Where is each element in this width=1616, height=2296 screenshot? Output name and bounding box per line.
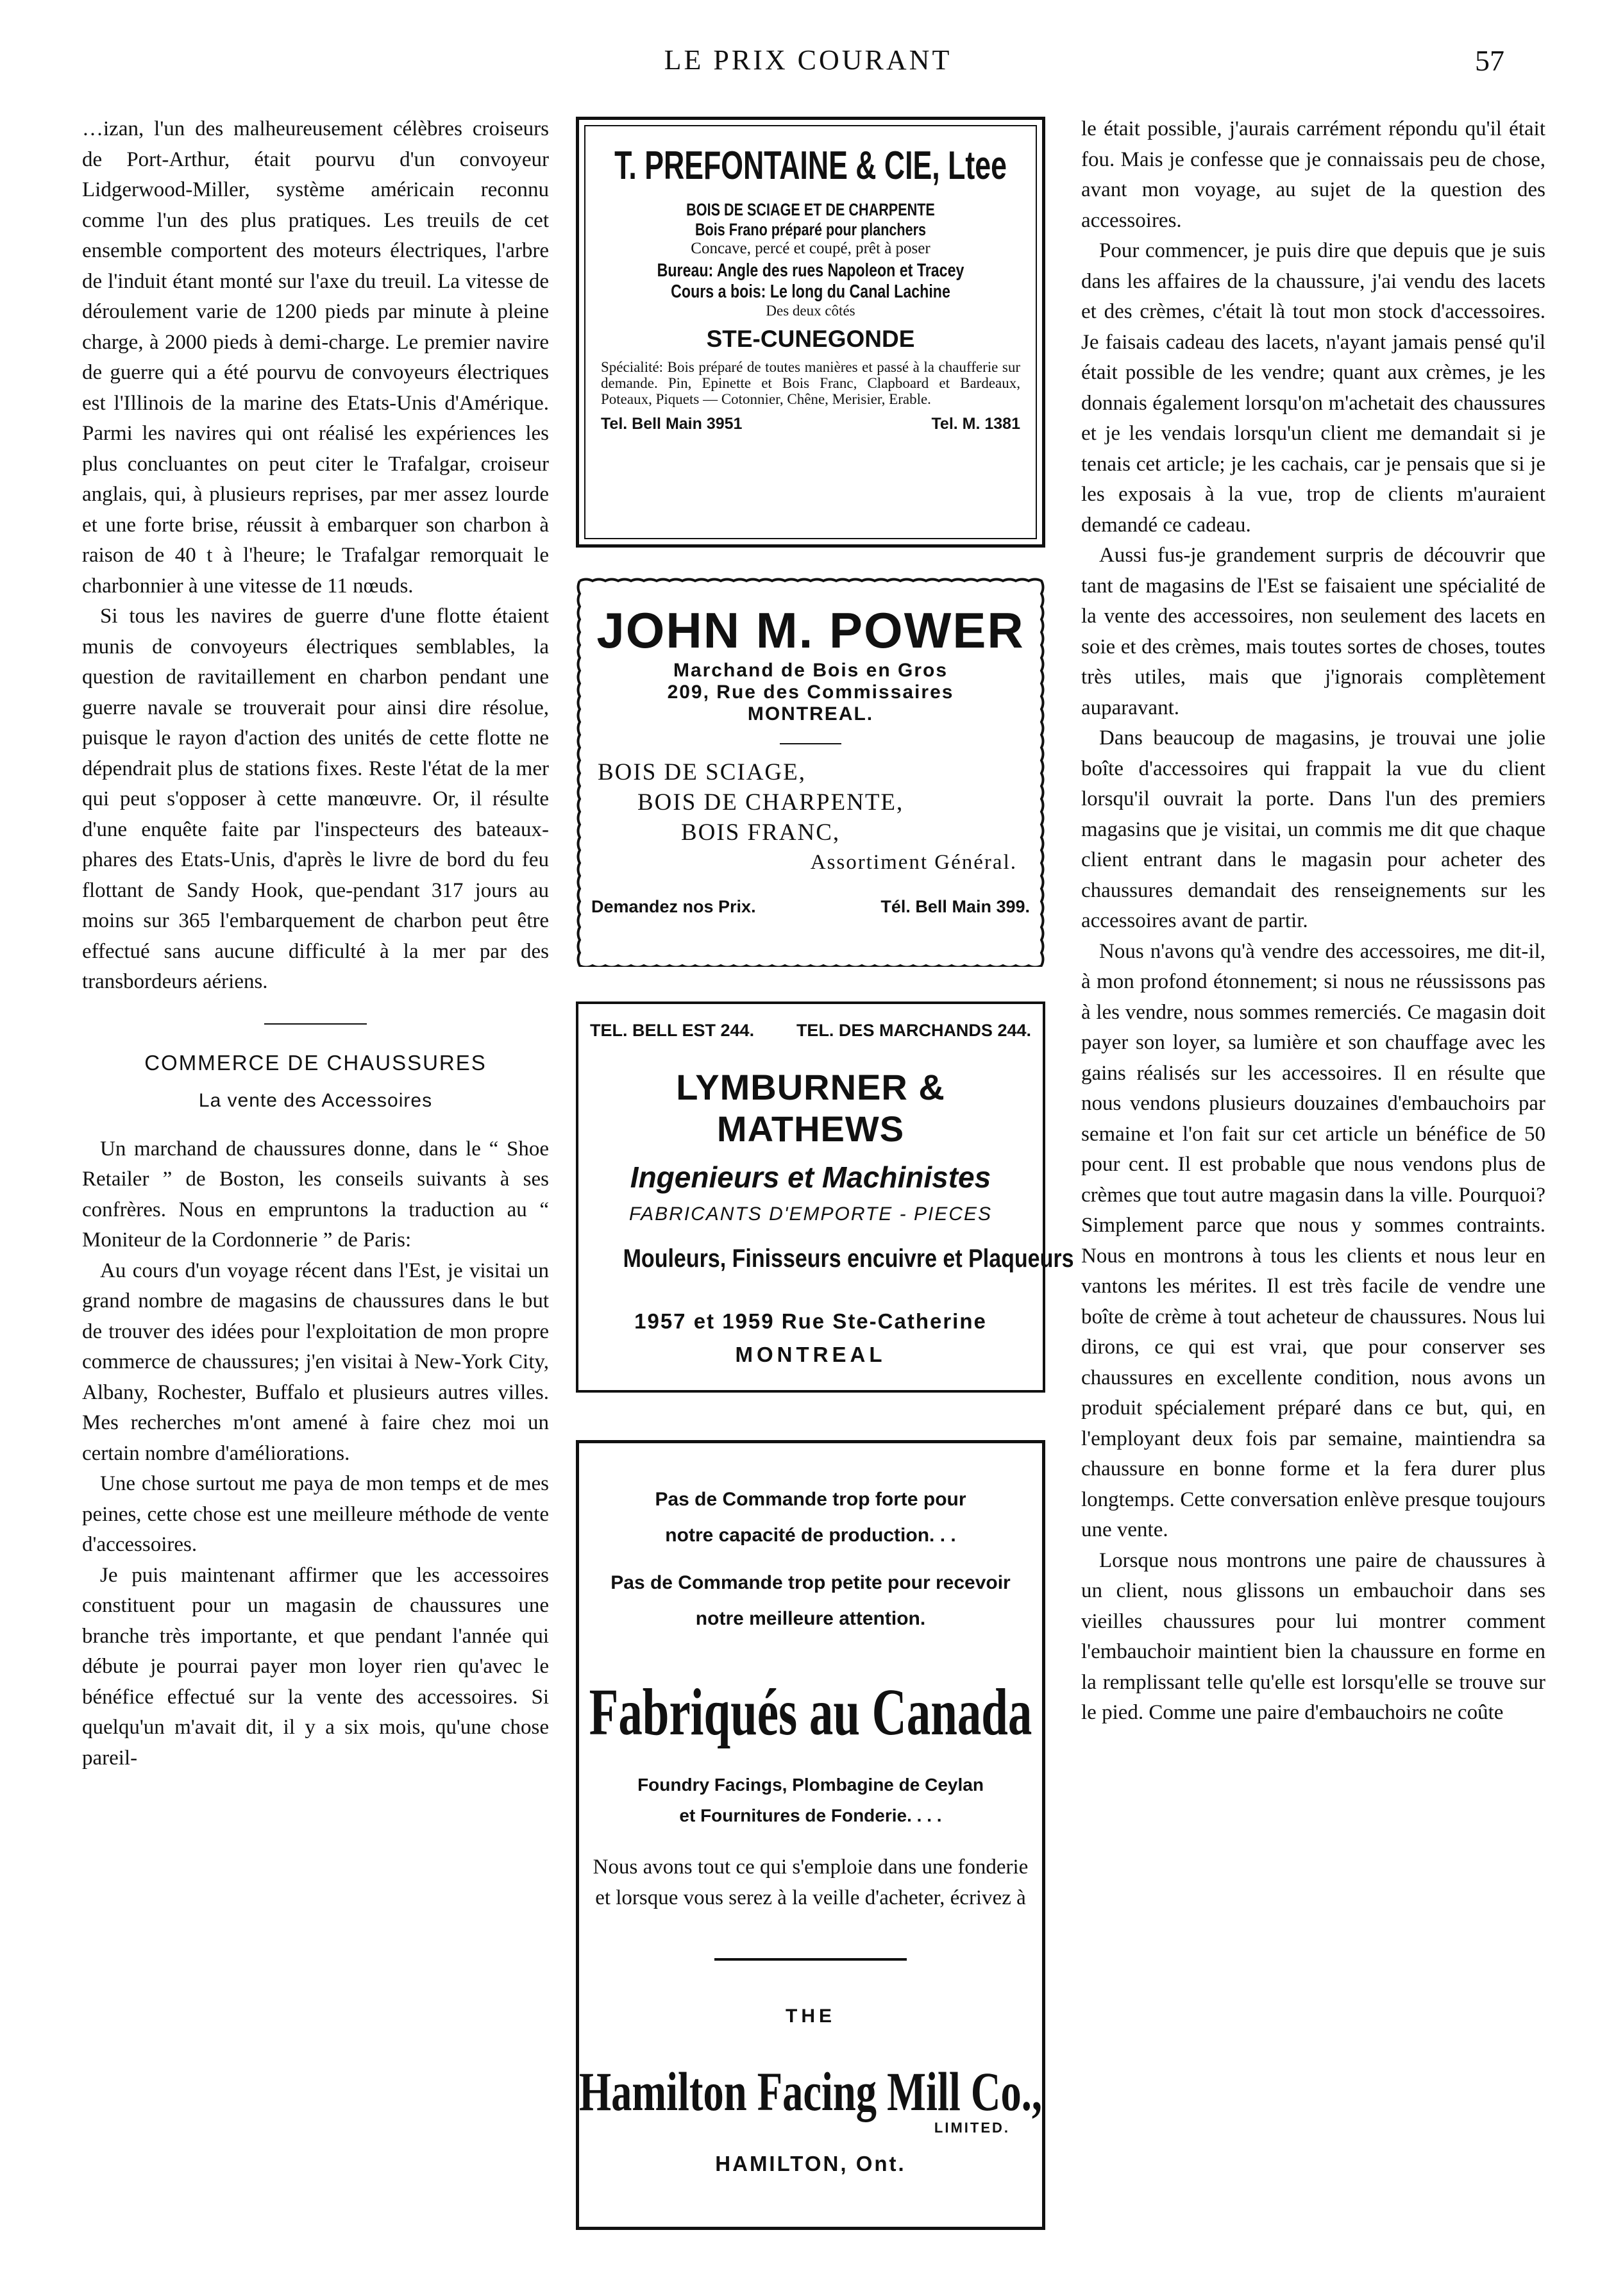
ad-city: MONTREAL. (747, 703, 874, 725)
ad-headline: Fabriqués au Canada (589, 1675, 1032, 1749)
ad-phone: Tel. Bell Main 3951 (601, 415, 743, 433)
ad-description: Nous avons tout ce qui s'emploie dans une fonderie et lorsque vous serez à la veille d'acheter, écrivez à (593, 1856, 1029, 1909)
ad-price-request: Demandez nos Prix. (591, 897, 756, 916)
ad-subtitle: Ingenieurs et Machinistes (630, 1161, 991, 1194)
left-column (82, 114, 549, 1773)
ad-city: MONTREAL (735, 1343, 886, 1366)
article-paragraph: Une chose surtout me paya de mon temps et de mes peines, cette chose est une meilleure méthode de vente d'accessoires. (82, 1472, 549, 1556)
ad-line: Bureau: Angle des rues Napoleon et Tracey (657, 260, 964, 281)
ad-phone: TEL. BELL EST 244. (590, 1021, 755, 1040)
ad-john-power (576, 577, 1045, 967)
right-column (1081, 114, 1545, 1729)
ad-phone-row (590, 1021, 1031, 1041)
article-paragraph: Aussi fus-je grandement surpris de découvrir que tant de magasins de l'Est se faisaient une spécialité de la vente des accessoires, non seulement des lacets en soie et des crèmes, mais toutes sortes de choses, toutes très utiles, mais que j'ignorais complètement auparavant. (1081, 544, 1545, 719)
ad-title: LYMBURNER & MATHEWS (676, 1067, 945, 1149)
ad-line: Bois Frano préparé pour planchers (694, 220, 927, 239)
article-paragraph: Lorsque nous montrons une paire de chaussures à un client, nous glissons un embauchoir dans ses vieilles chaussures pour lui montrer comment l'embauchoir maintient bien la chaussure en forme en la remplissant telle qu'elle est lorsqu'elle se trouve sur le pied. Comme une paire d'embauchoirs ne coûte (1081, 1548, 1545, 1724)
article-paragraph: le était possible, j'aurais carrément répondu qu'il était fou. Mais je confesse que je connaissais peu de chose, avant mon voyage, au sujet de la question des accessoires. (1081, 117, 1545, 232)
ad-title: JOHN M. POWER (596, 602, 1025, 658)
ad-product: BOIS FRANC, (681, 819, 841, 846)
ad-product: BOIS DE CHARPENTE, (637, 789, 904, 816)
ad-address: 1957 et 1959 Rue Ste-Catherine (634, 1309, 987, 1333)
article-paragraph: Un marchand de chaussures donne, dans le “ Shoe Retailer ” de Boston, les conseils suivants à ses confrères. Nous en empruntons la traduction au “ Moniteur de la Cordonnerie ” de Paris: (82, 1137, 549, 1252)
ad-phone: TEL. DES MARCHANDS 244. (796, 1021, 1031, 1040)
ad-line: Mouleurs, Finisseurs encuivre et Plaqueurs (623, 1244, 1074, 1273)
ad-prefontaine (576, 117, 1045, 548)
article-paragraph: Si tous les navires de guerre d'une flotte étaient munis de convoyeurs électriques semblables, la question de ravitaillement en charbon pendant une guerre navale se trouverait pour ainsi dire résolue, puisque le rayon d'action des unités de cette flotte ne dépendrait plus de stations fixes. Reste l'état de la mer qui peut s'opposer à cette manœuvre. Or, il résulte d'une enquête faite par l'inspecteurs des bateaux-phares des Etats-Unis, d'après le livre de bord du feu flottant de Sandy Hook, que-pendant 317 jours au moins sur 365 l'embarquement de charbon peut être effectué sans aucune difficulté à la mer par des transbordeurs aériens. (82, 605, 549, 993)
article-paragraph: Nous n'avons qu'à vendre des accessoires, me dit-il, à mon profond étonnement; si nous ne réussissons pas à les vendre, nous sommes remerciés. Ce magasin doit payer son loyer, sa lumière et son chauffage avec les gains réalisés sur les accessoires. Il en résulte que nous vendons plusieurs douzaines d'embauchoirs par semaine et l'on fait sur cet article un bénéfice de 50 pour cent. Il est probable que nous vendons plus de crèmes que tout autre magasin dans la ville. Pourquoi? Simplement parce que nous y sommes contraints. Nous en montrons à tous les clients et nous leur en vantons les mérites. Il est très facile de vendre une boîte de crème à tout acheteur de chaussures. Nous lui dirons, ce qui est vrai, que pour conserver ses chaussures en excellente condition, nous avons un produit spécialement préparé dans ce but, qui, en l'employant deux fois par semaine, maintiendra sa chaussure en bonne forme et la fera durer plus longtemps. Cette conversation enlève presque toujours une vente. (1081, 939, 1545, 1541)
ad-line: Pas de Commande trop forte pour (655, 1489, 966, 1510)
wavy-border (576, 577, 1045, 967)
section-heading: COMMERCE DE CHAUSSURES (144, 1050, 487, 1075)
ad-line: THE (786, 2006, 836, 2027)
ad-line: Pas de Commande trop petite pour recevoir (610, 1572, 1011, 1593)
ad-line: BOIS DE SCIAGE ET DE CHARPENTE (686, 200, 935, 219)
ad-assortment: Assortiment Général. (810, 851, 1017, 874)
article-paragraph: Pour commencer, je puis dire que depuis que je suis dans les affaires de la chaussure, j'ai vendu des lacets et des crèmes, c'était là tout mon stock d'accessoires. Je faisais cadeau des lacets, n'ayant jamais pensé qu'il était possible de les vendre; quant aux crèmes, je les donnais également lorsqu'on m'achetait des chaussures et je les vendais lorsqu'un client me demandait si je tenais cet article; je les cachais, car je pensais que si je les exposais à la vue, trop de clients m'auraient demandé ce cadeau. (1081, 239, 1545, 537)
ad-phone-row (601, 415, 1020, 433)
ad-phone: Tél. Bell Main 399. (880, 897, 1030, 916)
ad-company-name: Hamilton Facing Mill Co., (578, 2061, 1042, 2122)
ad-line: Marchand de Bois en Gros (673, 660, 948, 681)
article-paragraph: …izan, l'un des malheureusement célèbres croiseurs de Port-Arthur, était pourvu d'un convoyeur Lidgerwood-Miller, système américain reconnu comme l'un des plus pratiques. Les treuils de cet ensemble comportent des moteurs électriques, l'arbre de l'induit étant monté sur l'axe du treuil. La vitesse de déroulement varie de 1200 pieds par minute à pleine charge, à 2000 pieds à demi-charge. Le premier navire de guerre qui a été pourvu de convoyeurs électriques est l'Illinois de la marine des Etats-Unis d'Amérique. Parmi les navires qui ont réalisé les expériences les plus concluantes on peut citer le Trafalgar, croiseur anglais, qui, à plusieurs reprises, par mer assez lourde et une forte brise, réussit à embarquer son charbon à raison de 40 t à l'heure; le Trafalgar remorquait le charbonnier à une vitesse de 11 nœuds. (82, 117, 549, 598)
ad-address: 209, Rue des Commissaires (667, 682, 954, 703)
ad-line: FABRICANTS D'EMPORTE - PIECES (628, 1203, 993, 1225)
ad-line: notre meilleure attention. (695, 1608, 926, 1629)
article-paragraph: Au cours d'un voyage récent dans l'Est, je visitai un grand nombre de magasins de chaussures dans le but de trouver des idées pour l'exploitation de mon propre commerce de chaussures; j'en visitai à New-York City, Albany, Rochester, Buffalo et plusieurs autres villes. Mes recherches m'ont amené à faire chez moi un certain nombre d'améliorations. (82, 1259, 549, 1465)
ad-line: Cours a bois: Le long du Canal Lachine (671, 281, 950, 302)
ad-phone: Tel. M. 1381 (931, 415, 1020, 433)
section-divider (264, 1023, 367, 1025)
article-paragraph: Dans beaucoup de magasins, je trouvai une jolie boîte d'accessoires qui frappait la vue du client lorsqu'il ouvrait la porte. Dans l'un des premiers magasins que je visitai, un commis me dit que chaque client entrant dans le magasin pour acheter des chaussures demandait des renseignements sur les accessoires avant de partir. (1081, 726, 1545, 932)
ad-line: Concave, percé et coupé, prêt à poser (691, 240, 930, 257)
article-paragraph: Je puis maintenant affirmer que les accessoires constituent pour un magasin de chaussures une branche très importante, et que pendant l'année qui débute je pourrai payer mon loyer rien qu'avec le bénéfice effectué sur la vente des accessoires. Si quelqu'un m'avait dit, il y a six mois, qu'une chose pareil- (82, 1563, 549, 1770)
ad-location: STE-CUNEGONDE (706, 326, 915, 352)
ad-specialty: Spécialité: Bois préparé de toutes manières et passé à la chaufferie sur demande. Pin, Epinette et Bois Franc, Clapboard et Bardeaux, Poteaux, Piquets — Cotonnier, Chêne, Merisier, Erable. (601, 359, 1020, 407)
page-header-title: LE PRIX COURANT (664, 44, 952, 76)
ad-hamilton-facing-mill (576, 1440, 1045, 2230)
ad-line: notre capacité de production. . . (665, 1525, 956, 1546)
ad-line: et Fournitures de Fonderie. . . . (679, 1806, 942, 1825)
ad-line: Des deux côtés (766, 303, 855, 319)
ad-limited: LIMITED. (934, 2120, 1010, 2136)
page-number: 57 (1475, 44, 1504, 77)
ad-line: Foundry Facings, Plombagine de Ceylan (637, 1775, 984, 1795)
ad-lymburner (576, 1001, 1074, 1393)
ad-product: BOIS DE SCIAGE, (598, 759, 806, 785)
ad-divider (714, 1958, 907, 1961)
ad-city: HAMILTON, Ont. (715, 2152, 906, 2175)
ad-title: T. PREFONTAINE & CIE, Ltee (614, 144, 1007, 188)
section-subheading: La vente des Accessoires (198, 1090, 433, 1111)
